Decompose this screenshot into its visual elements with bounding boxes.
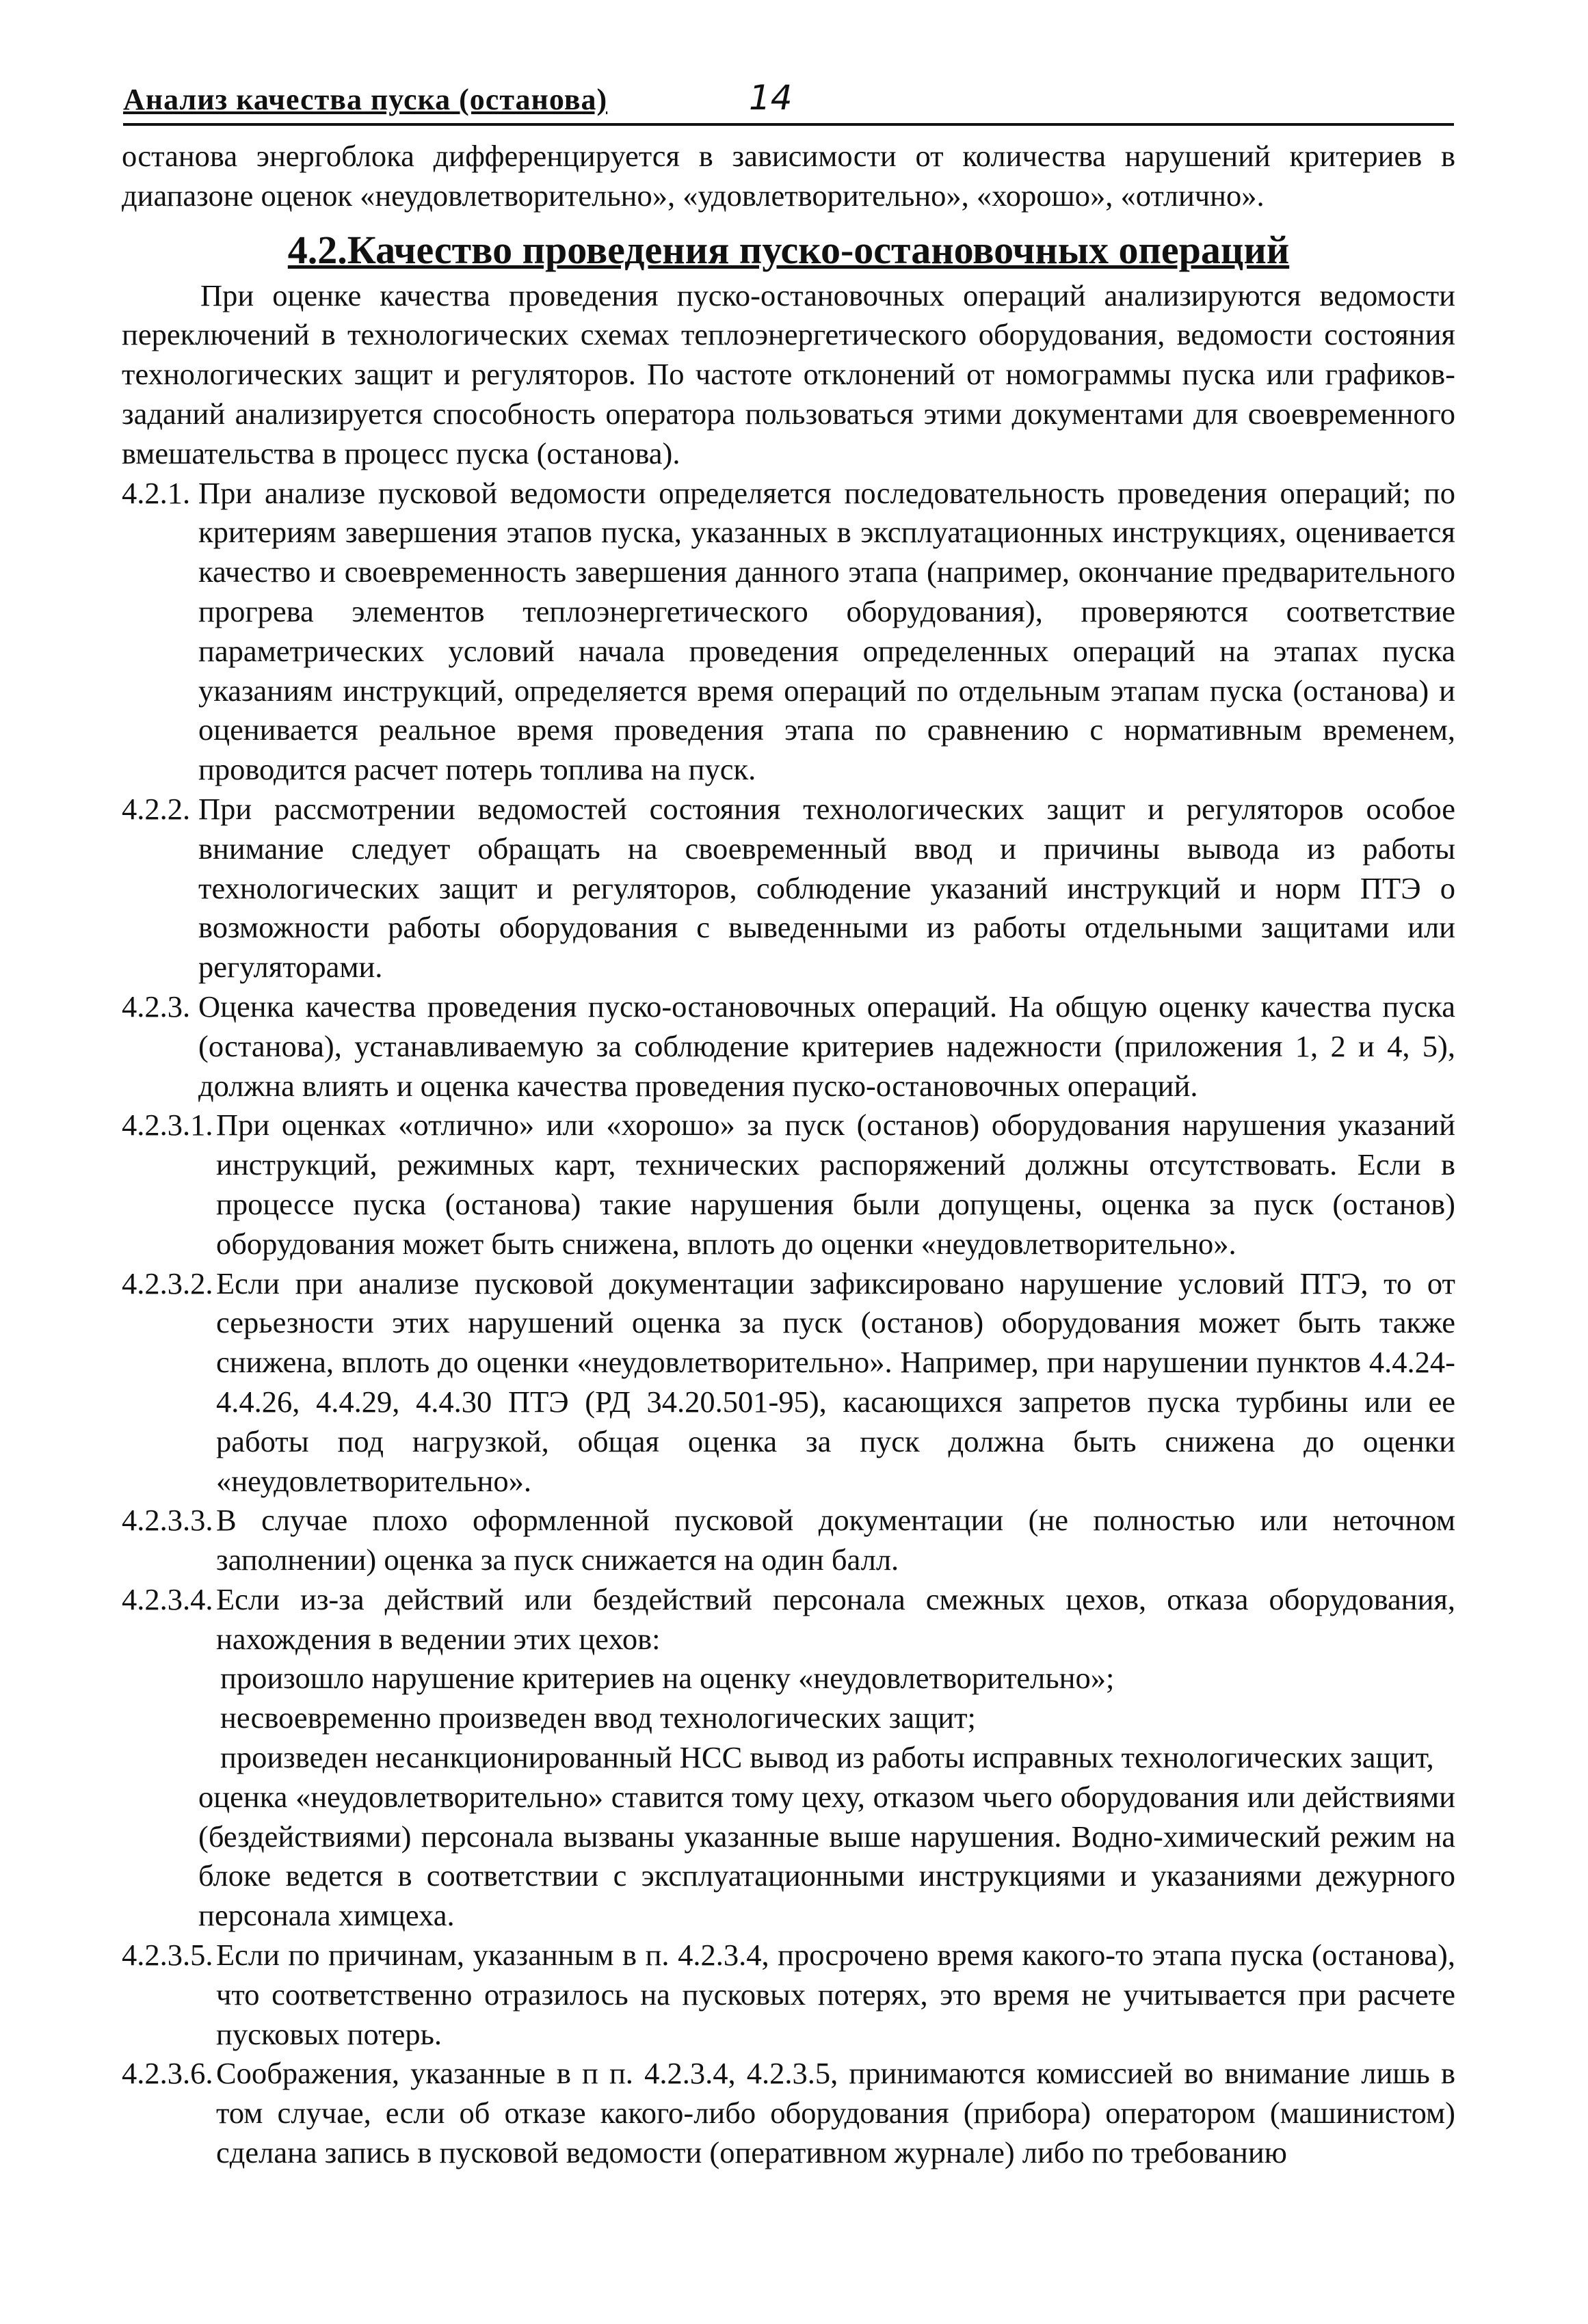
list-item-4-2-2: [122, 790, 1455, 987]
item-text: При оценках «отлично» или «хорошо» за пуск (останов) оборудования нарушения указаний инструкций, режимных карт, технических распоряжений должны отсутствовать. Если в процессе пуска (останова) такие нарушения были допущены, оценка за пуск (останов) оборудования может быть снижена, вплоть до оценки «неудовлетворительно».: [216, 1108, 1455, 1261]
item-text: Если по причинам, указанным в п. 4.2.3.4, просрочено время какого-то этапа пуска (останова), что соответственно отразилось на пусковых потерях, это время не учитывается при расчете пусковых потерь.: [216, 1938, 1455, 2051]
item-text: Оценка качества проведения пуско-остановочных операций. На общую оценку качества пуска (останова), устанавливаемую за соблюдение критериев надежности (приложения 1, 2 и 4, 5), должна влиять и оценка качества проведения пуско-остановочных операций.: [198, 989, 1455, 1103]
conditions-list: [198, 1659, 1455, 1936]
running-title: Анализ качества пуска (останова): [123, 83, 608, 116]
conclusion-paragraph: оценка «неудовлетворительно» ставится тому цеху, отказом чьего оборудования или действиями (бездействиями) персонала вызваны указанные выше нарушения. Водно-химический режим на блоке ведется в соответствии с эксплуатационными инструкциями и указаниями дежурного персонала химцеха.: [198, 1779, 1455, 1933]
condition-item: произведен несанкционированный НСС вывод из работы исправных технологических защит,: [220, 1740, 1434, 1775]
item-number: 4.2.1.: [122, 475, 191, 510]
list-item-4-2-3: [122, 987, 1455, 1106]
page-number: 14: [749, 78, 793, 118]
item-text: Если из-за действий или бездействий персонала смежных цехов, отказа оборудования, нахождения в ведении этих цехов:: [216, 1581, 1455, 1656]
intro-paragraph: останова энергоблока дифференцируется в зависимости от количества нарушений критериев в диапазоне оценок «неудовлетворительно», «удовлетворительно», «хорошо», «отлично».: [122, 139, 1455, 213]
item-number: 4.2.3.4.: [122, 1581, 213, 1616]
item-number: 4.2.3.: [122, 989, 191, 1024]
condition-item: произошло нарушение критериев на оценку «неудовлетворительно»;: [220, 1661, 1115, 1696]
item-text: В случае плохо оформленной пусковой документации (не полностью или неточном заполнении) оценка за пуск снижается на один балл.: [216, 1503, 1455, 1577]
list-item-4-2-3-1: [122, 1106, 1455, 1264]
item-text: При анализе пусковой ведомости определяется последовательность проведения операций; по критериям завершения этапов пуска, указанных в эксплуатационных инструкциях, оценивается качество и своевременность завершения данного этапа (например, окончание предварительного прогрева элементов теплоэнергетического оборудования), проверяются соответствие параметрических условий начала проведения определенных операций на этапах пуска указаниям инструкций, определяется время операций по отдельным этапам пуска (останова) и оценивается реальное время проведения этапа по сравнению с нормативным временем, проводится расчет потерь топлива на пуск.: [198, 475, 1455, 787]
item-text: При рассмотрении ведомостей состояния технологических защит и регуляторов особое внимание следует обращать на своевременный ввод и причины вывода из работы технологических защит и регуляторов, соблюдение указаний инструкций и норм ПТЭ о возможности работы оборудования с выведенными из работы отдельными защитами или регуляторами.: [198, 791, 1455, 985]
condition-item: несвоевременно произведен ввод технологических защит;: [220, 1700, 976, 1735]
item-number: 4.2.3.5.: [122, 1938, 213, 1973]
section-lead-paragraph: При оценке качества проведения пуско-остановочных операций анализируются ведомости переключений в технологических схемах теплоэнергетического оборудования, ведомости состояния технологических защит и регуляторов. По частоте отклонений от номограммы пуска или графиков-заданий анализируется способность оператора пользоваться этими документами для своевременного вмешательства в процесс пуска (останова).: [122, 278, 1455, 470]
item-text: Соображения, указанные в п п. 4.2.3.4, 4.2.3.5, принимаются комиссией во внимание лишь в том случае, если об отказе какого-либо оборудования (прибора) оператором (машинистом) сделана запись в пусковой ведомости (оперативном журнале) либо по требованию: [216, 2056, 1455, 2170]
item-number: 4.2.3.2.: [122, 1266, 213, 1300]
list-item-4-2-3-6: [122, 2054, 1455, 2172]
item-number: 4.2.2.: [122, 791, 191, 826]
item-number: 4.2.3.1.: [122, 1108, 213, 1143]
body-text: [122, 137, 1455, 2173]
list-item-4-2-3-5: [122, 1936, 1455, 2054]
running-header: [123, 78, 1454, 126]
list-item-4-2-3-4: [122, 1580, 1455, 1659]
list-item-4-2-3-3: [122, 1501, 1455, 1580]
list-item-4-2-3-2: [122, 1264, 1455, 1501]
section-heading: 4.2.Качество проведения пуско-остановочных операций: [287, 227, 1290, 272]
item-number: 4.2.3.6.: [122, 2056, 213, 2091]
list-item-4-2-1: [122, 474, 1455, 790]
item-number: 4.2.3.3.: [122, 1503, 213, 1538]
item-text: Если при анализе пусковой документации зафиксировано нарушение условий ПТЭ, то от серьезности этих нарушений оценка за пуск (останов) оборудования может быть также снижена, вплоть до оценки «неудовлетворительно». Например, при нарушении пунктов 4.4.24-4.4.26, 4.4.29, 4.4.30 ПТЭ (РД 34.20.501-95), касающихся запретов пуска турбины или ее работы под нагрузкой, общая оценка за пуск должна быть снижена до оценки «неудовлетворительно».: [216, 1266, 1455, 1498]
